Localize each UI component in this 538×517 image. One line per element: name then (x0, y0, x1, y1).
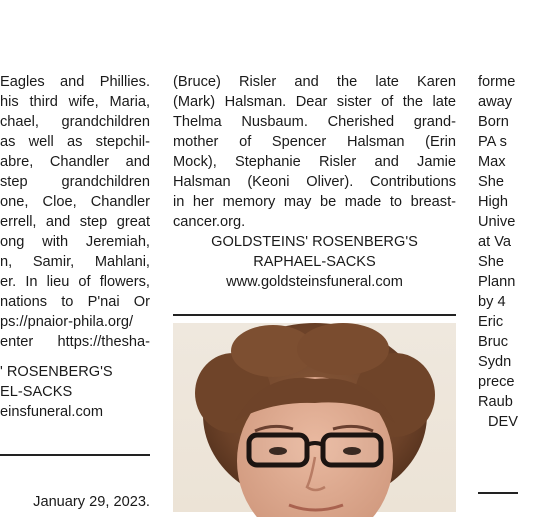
obituary-text-line: step grandchildren (0, 174, 150, 190)
obituary-text-line: one, Cloe, Chandler (0, 194, 150, 210)
column-divider-rule (0, 454, 150, 456)
obituary-text-line: Mock), Stephanie Risler and Jamie (173, 154, 456, 170)
obituary-text-line: cancer.org. (173, 214, 246, 230)
obituary-text-line: January 29, 2023. (33, 494, 150, 510)
obituary-column-right (478, 72, 538, 432)
obituary-text-line: nations to P'nai Or (0, 294, 150, 310)
obituary-text-line: ong with Jeremiah, (0, 234, 150, 250)
funeral-home-url: www.goldsteinsfuneral.com (226, 274, 403, 290)
funeral-home-name: DEV (488, 414, 519, 430)
obituary-text-line: Born (478, 114, 509, 130)
obituary-text-line: chael, grandchildren (0, 114, 150, 130)
obituary-text-line: ps://pnaior-phila.org/ (0, 314, 134, 330)
obituary-text-line: Raub (478, 394, 513, 410)
obituary-text-line: Eagles and Phillies. (0, 74, 150, 90)
column-divider-rule (478, 492, 518, 494)
obituary-column-left-next (0, 492, 150, 512)
obituary-text-line: She (478, 254, 504, 270)
obituary-text-line: as well as stepchil- (0, 134, 150, 150)
obituary-column-middle (173, 72, 456, 292)
obituary-text-line: enter https://thesha- (0, 334, 150, 350)
funeral-home-name: GOLDSTEINS' ROSENBERG'S (211, 234, 418, 250)
obituary-text-line: n, Samir, Mahlani, (0, 254, 150, 270)
obituary-text-line: Halsman (Keoni Oliver). Contributions (173, 174, 456, 190)
obituary-text-line: prece (478, 374, 515, 390)
obituary-text-line: Unive (478, 214, 516, 230)
obituary-text-line: errell, and step great (0, 214, 150, 230)
obituary-text-line: She (478, 174, 504, 190)
obituary-text-line: Thelma Nusbaum. Cherished grand- (173, 114, 456, 130)
obituary-text-line: in her memory may be made to breast- (173, 194, 456, 210)
obituary-text-line: Max (478, 154, 506, 170)
obituary-column-left (0, 72, 150, 422)
obituary-text-line: away (478, 94, 513, 110)
obituary-text-line: abre, Chandler and (0, 154, 150, 170)
obituary-text-line: (Mark) Halsman. Dear sister of the late (173, 94, 456, 110)
obituary-text-line: mother of Spencer Halsman (Erin (173, 134, 456, 150)
obituary-text-line: High (478, 194, 509, 210)
obituary-text-line: Eric (478, 314, 504, 330)
obituary-portrait-photo (173, 323, 456, 512)
obituary-text-line: his third wife, Maria, (0, 94, 150, 110)
obituary-text-line: er. In lieu of flowers, (0, 274, 150, 290)
funeral-home-name: EL-SACKS (0, 384, 73, 400)
obituary-text-line: by 4 (478, 294, 506, 310)
funeral-home-url: einsfuneral.com (0, 404, 104, 420)
obituary-text-line: PA s (478, 134, 507, 150)
obituary-text-line: at Va (478, 234, 511, 250)
obituary-text-line: Bruc (478, 334, 509, 350)
funeral-home-name: ' ROSENBERG'S (0, 364, 113, 380)
funeral-home-name: RAPHAEL-SACKS (253, 254, 376, 270)
obituary-text-line: Plann (478, 274, 516, 290)
obituary-text-line: Sydn (478, 354, 512, 370)
obituary-text-line: (Bruce) Risler and the late Karen (173, 74, 456, 90)
column-divider-rule (173, 314, 456, 316)
obituary-text-line: forme (478, 74, 516, 90)
